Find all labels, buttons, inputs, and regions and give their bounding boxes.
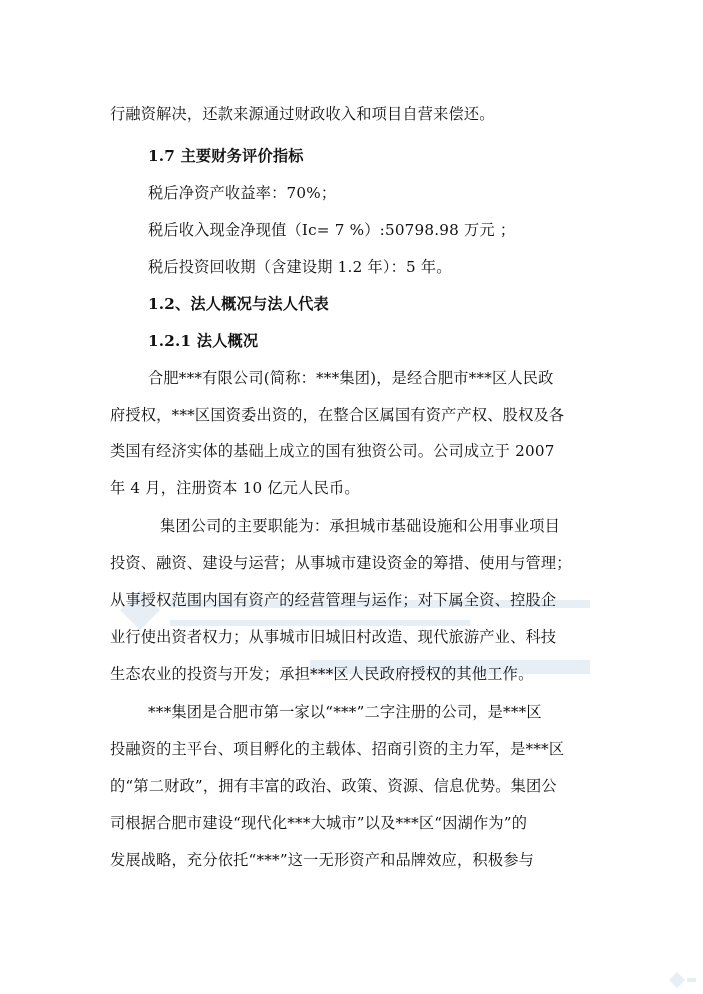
paragraph-3-line-4: 司根据合肥市建设“现代化***大城市”以及***区“因湖作为”的 <box>110 814 528 832</box>
section-heading-1-2-1: 1.2.1 法人概况 <box>148 332 259 350</box>
paragraph-1-line-1: 合肥***有限公司(简称：***集团)，是经合肥市***区人民政 <box>148 369 554 387</box>
paragraph-2-line-4: 业行使出资者权力；从事城市旧城旧村改造、现代旅游产业、科技 <box>110 628 557 646</box>
paragraph-1-line-4: 年 4 月，注册资本 10 亿元人民币。 <box>110 479 360 497</box>
corner-logo-icon <box>667 970 697 990</box>
section-heading-1-7: 1.7 主要财务评价指标 <box>148 147 304 165</box>
paragraph-3-line-3: 的“第二财政”，拥有丰富的政治、政策、资源、信息优势。集团公 <box>110 777 557 795</box>
paragraph-2-line-5: 生态农业的投资与开发；承担***区人民政府授权的其他工作。 <box>110 665 534 683</box>
metric-roe: 税后净资产收益率：70%； <box>148 184 337 202</box>
metric-npv: 税后收入现金净现值（Ic= 7 %）:50798.98 万元 ； <box>148 221 516 239</box>
paragraph-3-line-1: ***集团是合肥市第一家以“***”二字注册的公司，是***区 <box>148 703 542 721</box>
metric-payback-period: 税后投资回收期（含建设期 1.2 年）：5 年。 <box>148 258 452 276</box>
paragraph-1-line-3: 类国有经济实体的基础上成立的国有独资公司。公司成立于 2007 <box>110 442 555 460</box>
paragraph-1-line-2: 府授权，***区国资委出资的，在整合区属国有资产产权、股权及各 <box>110 406 565 424</box>
paragraph-2-line-1: 集团公司的主要职能为：承担城市基础设施和公用事业项目 <box>160 517 561 535</box>
paragraph-3-line-5: 发展战略，充分依托“***”这一无形资产和品牌效应，积极参与 <box>110 851 534 869</box>
paragraph-3-line-2: 投融资的主平台、项目孵化的主载体、招商引资的主力军，是***区 <box>110 740 565 758</box>
paragraph-2-line-2: 投资、融资、建设与运营；从事城市建设资金的筹措、使用与管理； <box>110 554 572 572</box>
body-line-1: 行融资解决，还款来源通过财政收入和项目自营来偿还。 <box>110 105 495 123</box>
section-heading-1-2: 1.2、法人概况与法人代表 <box>148 295 329 313</box>
paragraph-2-line-3: 从事授权范围内国有资产的经营管理与运作；对下属全资、控股企 <box>110 591 557 609</box>
